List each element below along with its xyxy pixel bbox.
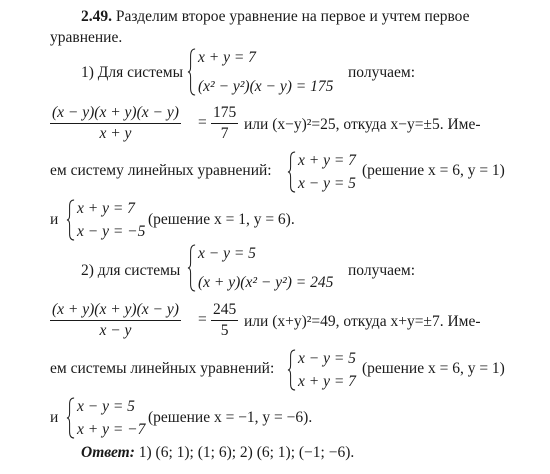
case1-frac-den: x + y	[99, 125, 132, 142]
case2-rhs-den: 5	[220, 322, 229, 339]
case2-label: 2) для системы	[81, 262, 181, 279]
intro-text-1: Разделим второе уравнение на первое и учтем первое	[115, 8, 470, 25]
intro-line-1	[81, 8, 470, 26]
brace-icon	[66, 199, 75, 241]
case1-system	[187, 48, 333, 96]
case1-or-text: или (x−y)²=25, откуда x−y=±5. Име-	[244, 116, 481, 133]
case2-lin2-eq1: x − y = 5	[77, 398, 135, 415]
case1-rhs-num: 175	[213, 104, 237, 121]
case1-lin1-eq1: x + y = 7	[298, 152, 356, 169]
case2-system	[187, 244, 333, 292]
case2-sys-eq1: x − y = 5	[198, 245, 256, 262]
case1-fraction	[50, 104, 181, 143]
case2-rhs-num: 245	[213, 301, 237, 318]
answer-line	[81, 444, 354, 462]
case1-rhs-den: 7	[220, 125, 229, 142]
brace-icon	[287, 151, 296, 193]
case1-rhs-fraction	[211, 104, 238, 143]
case2-or-text: или (x+y)²=49, откуда x+y=±7. Име-	[244, 313, 481, 330]
problem-number: 2.49.	[81, 8, 112, 25]
case1-linear-text: ем систему линейных уравнений:	[50, 162, 272, 179]
case1-linear-system-1	[287, 151, 356, 193]
intro-line-2: уравнение.	[50, 29, 123, 46]
case1-sys-eq2: (x² − y²)(x − y) = 175	[198, 78, 334, 95]
case1-solution-1: (решение x = 6, y = 1)	[362, 162, 505, 179]
case1-lin1-eq2: x − y = 5	[298, 175, 356, 192]
case2-sys-eq2: (x + y)(x² − y²) = 245	[198, 274, 334, 291]
brace-icon	[287, 349, 296, 391]
case1-solution-2: (решение x = 1, y = 6).	[148, 211, 295, 228]
answer-text: 1) (6; 1); (1; 6); 2) (6; 1); (−1; −6).	[138, 444, 355, 461]
case2-linear-system-1	[287, 349, 356, 391]
case2-frac-den: x − y	[99, 322, 132, 339]
case2-solution-1: (решение x = 6, y = 1)	[362, 360, 505, 377]
case1-lin2-eq1: x + y = 7	[77, 200, 135, 217]
case2-frac-num: (x + y)(x + y)(x − y)	[52, 301, 179, 318]
case1-label: 1) Для системы	[81, 64, 184, 81]
case2-lin2-eq2: x + y = −7	[77, 421, 146, 438]
case2-lin1-eq1: x − y = 5	[298, 350, 356, 367]
case2-and: и	[50, 409, 59, 426]
case1-sys-eq1: x + y = 7	[198, 49, 256, 66]
case2-fraction	[50, 301, 181, 340]
case2-solution-2: (решение x = −1, y = −6).	[148, 409, 313, 426]
brace-icon	[187, 244, 196, 292]
case1-lin2-eq2: x − y = −5	[77, 223, 146, 240]
case2-linear-text: ем системы линейных уравнений:	[50, 360, 275, 377]
case1-eq-sign: =	[198, 114, 207, 131]
case2-rhs-fraction	[211, 301, 238, 340]
case1-linear-system-2	[66, 199, 145, 241]
case1-frac-num: (x − y)(x + y)(x − y)	[52, 104, 179, 121]
brace-icon	[66, 397, 75, 439]
case1-gives: получаем:	[348, 64, 415, 81]
brace-icon	[187, 48, 196, 96]
case2-eq-sign: =	[198, 311, 207, 328]
case2-lin1-eq2: x + y = 7	[298, 373, 356, 390]
case2-linear-system-2	[66, 397, 145, 439]
case1-and: и	[50, 211, 59, 228]
answer-label: Ответ:	[81, 444, 135, 461]
case2-gives: получаем:	[348, 262, 415, 279]
